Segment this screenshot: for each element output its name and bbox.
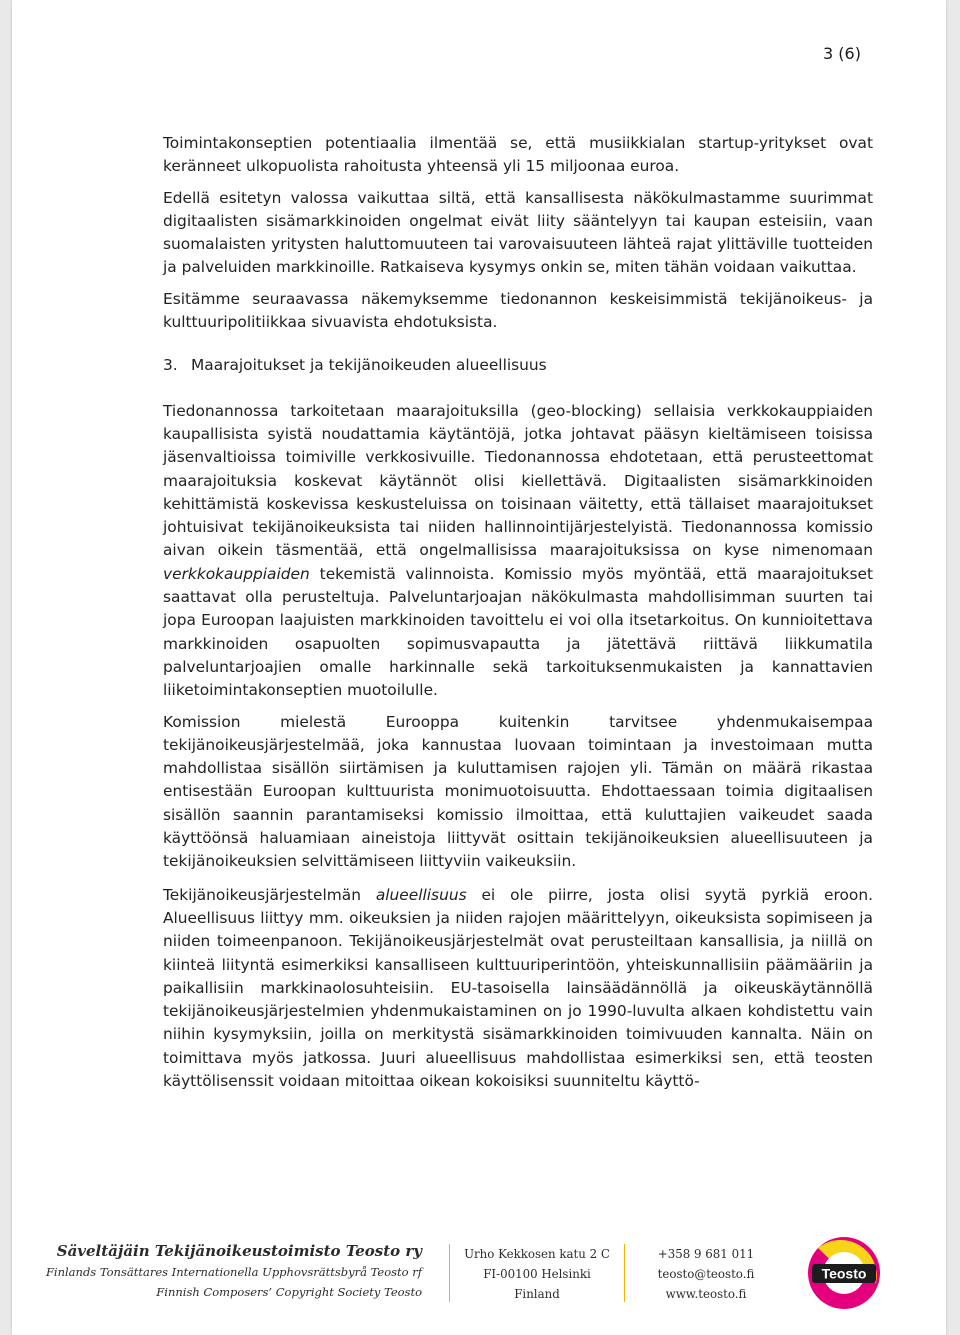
org-name-finnish: Säveltäjäin Tekijänoikeustoimisto Teosto ry	[56, 1242, 422, 1260]
page-number: 3 (6)	[823, 44, 861, 63]
section-number: 3.	[163, 356, 178, 375]
logo-text: Teosto	[821, 1265, 867, 1282]
emphasis-verkkokauppiaiden: verkkokauppiaiden	[163, 564, 310, 583]
paragraph-geo-blocking: Tiedonannossa tarkoitetaan maarajoituksilla (geo-blocking) sellaisia verkkokauppiaiden kaupallisista syistä noudattamia käytäntöjä, jotka johtavat pääsyn kieltämiseen toisissa jäsenvaltioissa toimiville verkkosivuille. Tiedonannossa ehdotetaan, että perusteettomat maarajoituksia koskevat käytännöt olisi kiellettävä. Digitaalisten sisämarkkinoiden kehittämistä koskevissa keskusteluissa on toisinaan väitetty, että tällaiset maarajoitukset johtuisivat tekijänoikeuksista tai niiden hallinnointijärjestelyistä. Tiedonannossa komissio aivan oikein täsmentää, että ongelmallisissa maarajoituksissa on kyse nimenomaan verkkokauppiaiden tekemistä valinnoista. Komissio myös myöntää, että maarajoitukset saattavat olla perusteltuja. Palveluntarjoajan näkökulmasta mahdollisimman suurten tai jopa Euroopan laajuisten markkinoiden tavoittelu ei voi olla itsetarkoitus. On kunnioitettava markkinoiden osapuolten sopimusvapautta ja jätettävä riittävä liikkumatila palveluntarjoajien omalle harkinnalle sekä tarkoituksenmukaisten ja kannattavien liiketoimintakonseptien muotoilulle.	[163, 401, 873, 700]
paragraph-territoriality: Tekijänoikeusjärjestelmän alueellisuus ei ole piirre, josta olisi syytä pyrkiä eroon. Alueellisuus liittyy mm. oikeuksien ja niiden rajojen määrittelyyn, oikeuksista sopimiseen ja niiden toimeenpanoon. Tekijänoikeusjärjestelmät ovat perusteiltaan kansallisia, ja niillä on kiinteä liityntä esimerkiksi kansalliseen kulttuuriperintöön, yhteiskunnallisiin päämääriin ja paikallisiin markkinaolosuhteisiin. EU-tasoisella lainsäädännöllä ja oikeuskäytännöllä tekijänoikeusjärjestelmien yhdenmukaistaminen on jo 1990-luvulta alkaen kohdistettu vain niihin kysymyksiin, joilla on merkitystä sisämarkkinoiden toimivuuden kannalta. Näin on toimittava myös jatkossa. Juuri alueellisuus mahdollistaa esimerkiksi sen, että teosten käyttölisenssit voidaan mitoittaa oikean kokoisiksi suunniteltu käyttö-	[163, 885, 873, 1090]
contact-website[interactable]: www.teosto.fi	[665, 1287, 747, 1301]
paragraph-market-problems: Edellä esitetyn valossa vaikuttaa siltä, että kansallisesta näkökulmastamme suurimmat digitaalisten sisämarkkinoiden ongelmat eivät liity sääntelyyn tai kaupan esteisiin, vaan suomalaisten yritysten haluttomuuteen tai varovaisuuteen lähteä rajat ylittäville tuotteiden ja palveluiden markkinoille. Ratkaiseva kysymys onkin se, miten tähän voidaan vaikuttaa.	[163, 188, 873, 277]
page-footer	[12, 1236, 946, 1316]
emphasis-alueellisuus: alueellisuus	[375, 885, 467, 904]
address-block	[464, 1244, 610, 1304]
paragraph-startup-funding: Toimintakonseptien potentiaalia ilmentää se, että musiikkialan startup-yritykset ovat keränneet ulkopuolista rahoitusta yhteensä yli 15 miljoonaa euroa.	[163, 134, 873, 176]
address-city: FI-00100 Helsinki	[483, 1267, 591, 1281]
footer-divider	[449, 1244, 450, 1302]
org-name-english: Finnish Composers’ Copyright Society Teosto	[156, 1285, 422, 1299]
address-street: Urho Kekkosen katu 2 C	[464, 1247, 610, 1261]
footer-divider	[624, 1244, 625, 1302]
org-name-swedish: Finlands Tonsättares Internationella Upphovsrättsbyrå Teosto rf	[45, 1265, 422, 1279]
paragraph-proposals-intro: Esitämme seuraavassa näkemyksemme tiedonannon keskeisimmistä tekijänoikeus- ja kulttuuripolitiikkaa sivuavista ehdotuksista.	[163, 289, 873, 332]
contact-email[interactable]: teosto@teosto.fi	[657, 1267, 755, 1281]
body-text	[163, 132, 873, 1101]
paragraph-commission-view: Komission mielestä Eurooppa kuitenkin tarvitsee yhdenmukaisempaa tekijänoikeusjärjestelmää, joka kannustaa luovaan toimintaan ja investoimaan mutta mahdollistaa sisällön siirtämisen ja kuluttamisen rajojen yli. Tämän on määrä rikastaa entisestään Euroopan kulttuurista monimuotoisuutta. Ehdottaessaan toimia digitaalisen sisällön saannin parantamiseksi komissio ilmoittaa, että kuluttajien vaikeudet saada käyttöönsä haluamiaan aineistoja liittyvät osittain tekijänoikeuksien alueellisuuteen ja tekijänoikeuksien selvittämiseen liittyviin vaikeuksiin.	[163, 712, 873, 871]
section-title: Maarajoitukset ja tekijänoikeuden alueellisuus	[191, 356, 547, 375]
teosto-logo	[807, 1236, 881, 1310]
contact-phone: +358 9 681 011	[657, 1247, 755, 1261]
section-heading	[163, 354, 873, 377]
organization-names	[12, 1240, 422, 1302]
contact-block	[638, 1244, 774, 1304]
address-country: Finland	[514, 1287, 560, 1301]
document-page	[12, 0, 946, 1335]
